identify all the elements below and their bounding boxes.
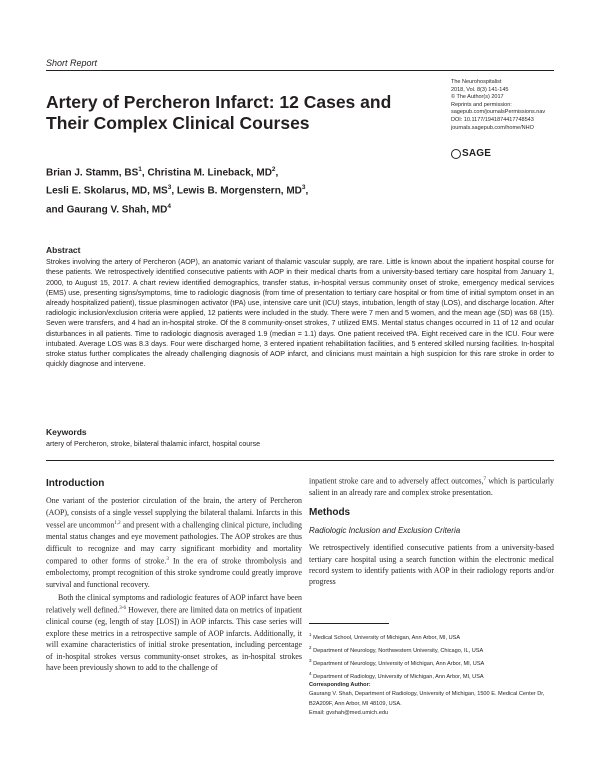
- author-separator: ,: [305, 185, 309, 197]
- keywords-heading: Keywords: [46, 427, 87, 437]
- intro-text: Both the clinical symptoms and radiologic features of AOP infarct have been relatively well defined.: [46, 592, 302, 615]
- journal-info-line: The Neurohospitalist: [451, 79, 502, 85]
- intro-text: and present with a challenging clinical picture, including mental status changes and eye movement pathologies. The AOP strokes are thus difficult to recognize and may carry significant morbidity and mortality compared to other forms of stroke.: [46, 520, 302, 566]
- author-separator: ,: [141, 167, 148, 179]
- corresponding-address: Gaurang V. Shah, Department of Radiology, University of Michigan, 1500 E. Medical Center Dr, B2A209F, Ann Arbor, MI 48109, USA.: [309, 691, 545, 707]
- journal-info-line[interactable]: sagepub.com/journalsPermissions.nav: [451, 109, 546, 116]
- intro-text: One variant of the posterior circulation of the brain, the artery of Percheron (AOP), consists of a single vessel supplying the bilateral thalami. Infarcts in this vessel are uncommon: [46, 496, 302, 530]
- intro-text: inpatient stroke care and to adversely affect outcomes,: [309, 476, 484, 486]
- article-title: Artery of Percheron Infarct: 12 Cases and Their Complex Clinical Courses: [46, 92, 392, 133]
- abstract-text: Strokes involving the artery of Percheron (AOP), an anatomic variant of thalamic vascular supply, are rare. Little is known about the inpatient hospital course for these patients. We retrospectively identified consecutive patients with AOP in their medical charts from a university-based tertiary care hospital from January 1, 2000, to August 15, 2017. A chart review identified demographics, transfer status, in-hospital versus community onset of stroke, emergency medical services (EMS) use, presenting signs/symptoms, time to radiologic diagnosis (from time of presentation to tertiary care hospital or from time of initial symptom onset in an already hospitalized patient), tissue plasminogen activator (tPA) use, intensive care unit (ICU) stays, intubation, length of stay (LOS), and discharge location. After radiologic inclusion/exclusion criteria were applied, 12 patients were included in the study. There were 7 men and 5 women, and the mean age (SD) was 68 (15). Seven were transfers, and 4 had an in-hospital stroke. Of the 8 community-onset strokes, 7 utilized EMS. Mental status changes occurred in 11 of 12 and ocular disturbances in all patients. Time to radiologic diagnosis averaged 1.9 (median = 1.1) days. One patient received tPA. Eight received care in the ICU. Four were intubated. Average LOS was 8.3 days. Four were discharged home, 3 entered inpatient rehabilitation facilities, and 5 entered skilled nursing facilities. In-hospital stroke status further complicates the already challenging diagnosis of AOP infarct, and clinicians must maintain a high suspicion for this rare stroke in order to quickly diagnose and intervene.: [46, 258, 554, 369]
- affiliation-text: Department of Radiology, University of Michigan, Ann Arbor, MI, USA: [313, 674, 484, 681]
- affiliation-item: [309, 643, 554, 656]
- methods-paragraph-1: We retrospectively identified consecutive patients from a university-based tertiary care hospital using a search function within the electronic medical record system to identify patients with AOP in their radiology reports and/or progress: [309, 543, 554, 587]
- article-type-label: Short Report: [46, 58, 98, 68]
- author-name: Brian J. Stamm, BS: [46, 167, 139, 179]
- intro-paragraph-2: [46, 592, 302, 673]
- author-separator: ,: [275, 167, 279, 179]
- methods-subheading: Radiologic Inclusion and Exclusion Criteria: [309, 525, 461, 535]
- sage-circle-icon: [451, 149, 461, 159]
- affiliation-text: Department of Neurology, Northwestern University, Chicago, IL, USA: [313, 648, 484, 655]
- intro-text: which is particularly salient in an already rare and complex stroke presentation.: [309, 476, 554, 498]
- author-name: Christina M. Lineback, MD: [147, 167, 272, 179]
- right-column: [309, 474, 554, 588]
- affiliations-list: [309, 630, 554, 683]
- affiliation-item: [309, 630, 554, 643]
- affiliation-text: Medical School, University of Michigan, Ann Arbor, MI, USA: [313, 634, 461, 641]
- affiliation-marker: 4: [309, 671, 312, 677]
- footnote-divider: [309, 623, 389, 624]
- journal-info-line: 2018, Vol. 8(3) 141-145: [451, 86, 509, 93]
- affiliation-text: Department of Neurology, University of Michigan, Ann Arbor, MI, USA: [313, 661, 485, 668]
- citation-ref[interactable]: 1,2: [114, 521, 121, 527]
- author-name: Gaurang V. Shah, MD: [66, 203, 168, 215]
- author-affil-marker: 2: [271, 166, 276, 173]
- corresponding-author: [309, 681, 554, 718]
- keywords-text: artery of Percheron, stroke, bilateral thalamic infarct, hospital course: [46, 440, 261, 448]
- affiliation-item: [309, 656, 554, 669]
- author-and: and: [46, 203, 64, 215]
- author-name: Lewis B. Morgenstern, MD: [176, 185, 302, 197]
- section-divider: [46, 460, 554, 461]
- author-name: Lesli E. Skolarus, MD, MS: [46, 185, 168, 197]
- affiliation-marker: 1: [309, 632, 312, 637]
- author-affil-marker: 3: [167, 184, 172, 192]
- corresponding-heading: Corresponding Author:: [309, 682, 371, 688]
- affiliation-marker: 3: [309, 658, 312, 664]
- author-affil-marker: 4: [167, 202, 171, 210]
- methods-heading: Methods: [309, 507, 351, 519]
- introduction-heading: Introduction: [46, 478, 105, 489]
- journal-info-line: Reprints and permission:: [451, 101, 512, 108]
- author-affil-marker: 1: [138, 166, 142, 173]
- journal-info-line[interactable]: DOI: 10.1177/1941874417748543: [451, 116, 534, 123]
- journal-info-line: © The Author(s) 2017: [451, 94, 504, 101]
- intro-text: In the era of stroke thrombolysis and embolectomy, prompt recognition of this stroke syndrome could greatly improve survival and functional recovery.: [46, 556, 302, 589]
- author-separator: ,: [171, 185, 177, 197]
- intro-paragraph-1: [46, 495, 302, 590]
- abstract-heading: Abstract: [46, 245, 81, 255]
- sage-logo: [451, 148, 491, 159]
- author-affil-marker: 3: [301, 184, 306, 192]
- author-list: [46, 162, 406, 217]
- citation-ref[interactable]: 3: [166, 557, 169, 563]
- citation-ref[interactable]: 3-6: [119, 606, 126, 612]
- corresponding-email[interactable]: Email: gvshah@med.umich.edu: [309, 709, 389, 716]
- journal-info-line[interactable]: journals.sagepub.com/home/NHO: [451, 124, 534, 131]
- abstract-section: [46, 245, 554, 369]
- left-column: [46, 474, 302, 673]
- sage-logo-text: SAGE: [462, 148, 492, 159]
- citation-ref[interactable]: 7: [483, 477, 486, 482]
- intro-paragraph-3: [309, 474, 554, 498]
- intro-text: However, there are limited data on metrics of inpatient clinical course (eg, length of stay [LOS]) in AOP infarcts. This case series will explore these metrics in a retrospective sample of AOP infarcts. Additionally, it will examine characteristics of initial stroke presentation, including percentage of in-hospital strokes versus community-onset strokes, as in-hospital strokes have been previously shown to add to the challenge of: [46, 605, 302, 672]
- top-divider: [46, 70, 554, 71]
- keywords-section: [46, 427, 554, 449]
- journal-info: [451, 79, 571, 132]
- affiliation-marker: 2: [309, 645, 312, 651]
